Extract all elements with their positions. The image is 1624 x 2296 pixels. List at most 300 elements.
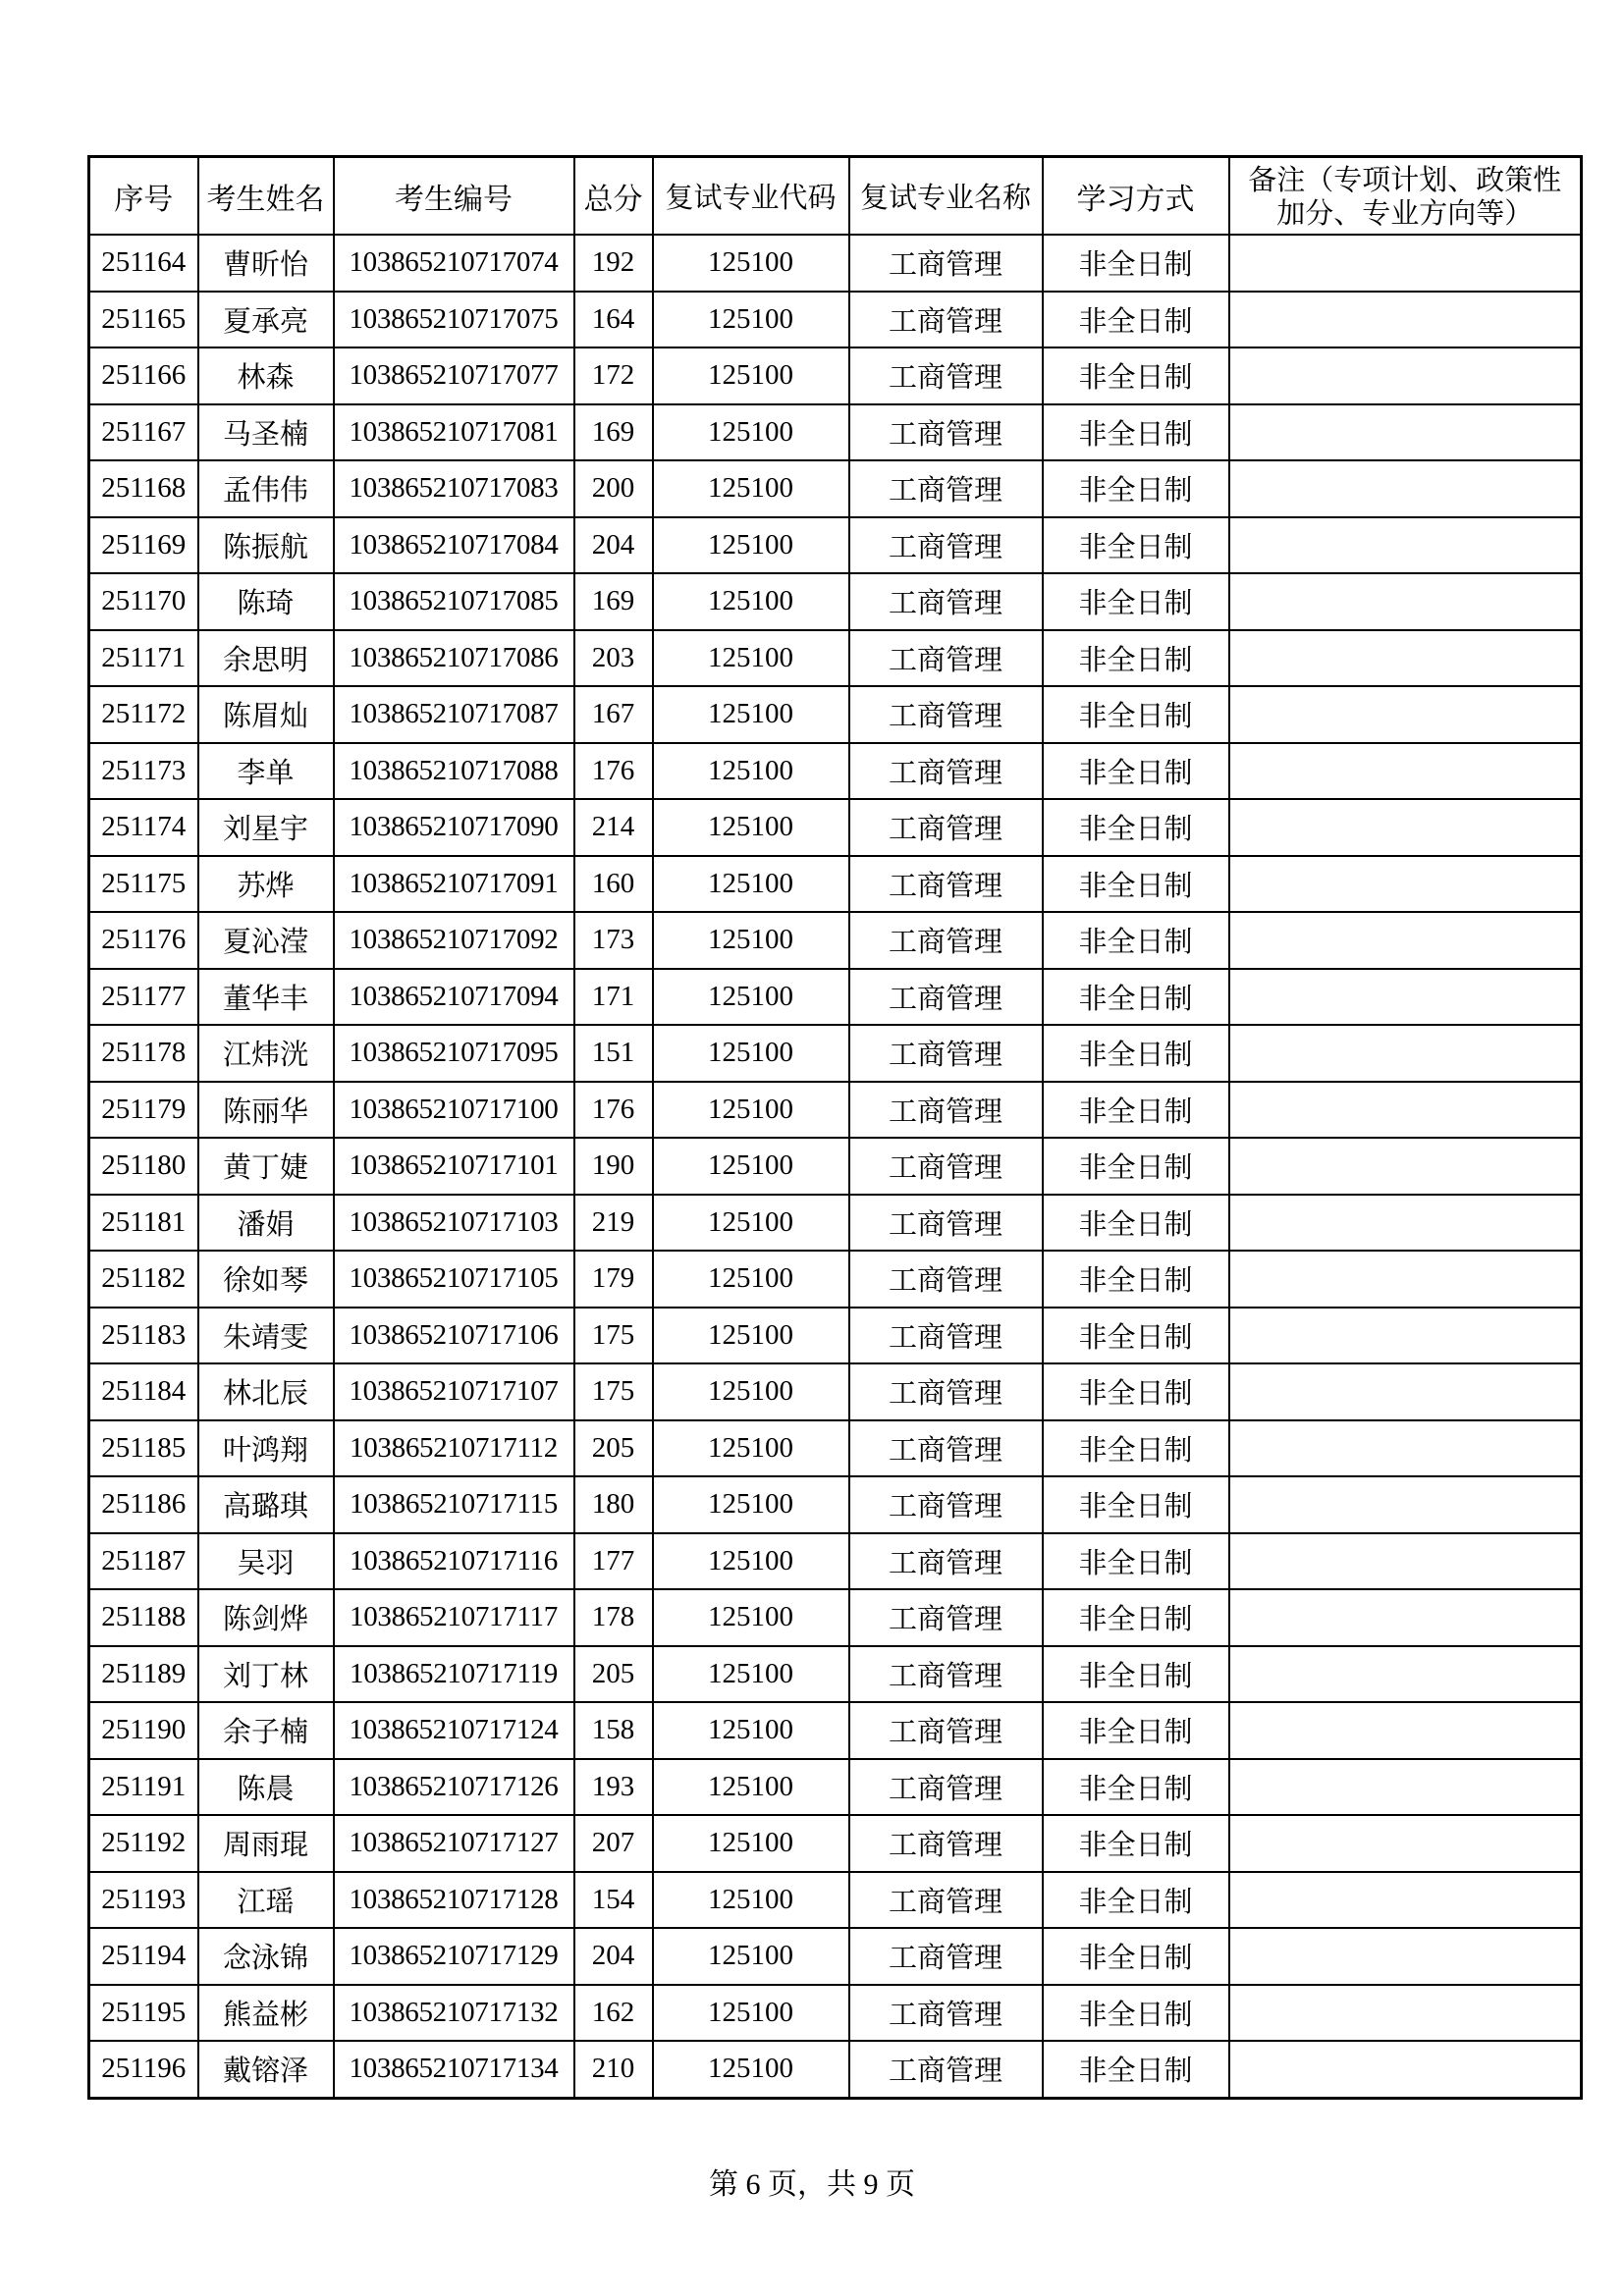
cell-exam-no: 103865210717084	[334, 517, 574, 574]
cell-exam-no: 103865210717116	[334, 1533, 574, 1590]
cell-study-mode: 非全日制	[1043, 743, 1229, 800]
cell-major-code: 125100	[653, 1872, 849, 1929]
cell-major-code: 125100	[653, 1251, 849, 1308]
cell-seq: 251177	[89, 969, 198, 1026]
table-row	[89, 1363, 1582, 1420]
cell-seq: 251195	[89, 1985, 198, 2042]
cell-note	[1229, 1363, 1582, 1420]
cell-seq: 251167	[89, 404, 198, 461]
cell-score: 214	[574, 799, 653, 856]
cell-name: 夏承亮	[198, 292, 334, 348]
cell-seq: 251168	[89, 460, 198, 517]
header-row	[89, 157, 1582, 236]
cell-note	[1229, 1985, 1582, 2042]
cell-study-mode: 非全日制	[1043, 1082, 1229, 1139]
table-row	[89, 235, 1582, 292]
cell-major-name: 工商管理	[849, 1872, 1043, 1929]
cell-note	[1229, 1928, 1582, 1985]
cell-exam-no: 103865210717105	[334, 1251, 574, 1308]
table-row	[89, 517, 1582, 574]
table-row	[89, 1646, 1582, 1703]
cell-study-mode: 非全日制	[1043, 630, 1229, 687]
cell-note	[1229, 743, 1582, 800]
cell-major-name: 工商管理	[849, 1082, 1043, 1139]
cell-score: 203	[574, 630, 653, 687]
cell-study-mode: 非全日制	[1043, 2041, 1229, 2098]
cell-major-name: 工商管理	[849, 912, 1043, 969]
cell-major-code: 125100	[653, 460, 849, 517]
cell-major-code: 125100	[653, 1985, 849, 2042]
cell-seq: 251172	[89, 686, 198, 743]
cell-exam-no: 103865210717090	[334, 799, 574, 856]
cell-major-name: 工商管理	[849, 1589, 1043, 1646]
cell-study-mode: 非全日制	[1043, 517, 1229, 574]
cell-study-mode: 非全日制	[1043, 235, 1229, 292]
cell-name: 念泳锦	[198, 1928, 334, 1985]
table-row	[89, 969, 1582, 1026]
cell-seq: 251188	[89, 1589, 198, 1646]
cell-study-mode: 非全日制	[1043, 686, 1229, 743]
cell-major-code: 125100	[653, 1082, 849, 1139]
cell-study-mode: 非全日制	[1043, 1138, 1229, 1195]
cell-major-code: 125100	[653, 799, 849, 856]
cell-note	[1229, 1533, 1582, 1590]
cell-study-mode: 非全日制	[1043, 1872, 1229, 1929]
cell-note	[1229, 235, 1582, 292]
cell-seq: 251196	[89, 2041, 198, 2098]
table-row	[89, 1872, 1582, 1929]
cell-score: 193	[574, 1759, 653, 1816]
page-number: 第 6 页，共 9 页	[709, 2168, 915, 2201]
table-row	[89, 743, 1582, 800]
cell-major-code: 125100	[653, 235, 849, 292]
header-major-name: 复试专业名称	[849, 157, 1043, 236]
cell-exam-no: 103865210717100	[334, 1082, 574, 1139]
cell-exam-no: 103865210717101	[334, 1138, 574, 1195]
cell-name: 刘星宇	[198, 799, 334, 856]
table-row	[89, 1759, 1582, 1816]
cell-seq: 251181	[89, 1195, 198, 1252]
cell-score: 207	[574, 1815, 653, 1872]
cell-score: 192	[574, 235, 653, 292]
table-row	[89, 1251, 1582, 1308]
cell-seq: 251189	[89, 1646, 198, 1703]
cell-study-mode: 非全日制	[1043, 1646, 1229, 1703]
table-row	[89, 1476, 1582, 1533]
cell-seq: 251176	[89, 912, 198, 969]
cell-seq: 251184	[89, 1363, 198, 1420]
cell-note	[1229, 1420, 1582, 1477]
cell-note	[1229, 2041, 1582, 2098]
cell-score: 176	[574, 1082, 653, 1139]
cell-name: 潘娟	[198, 1195, 334, 1252]
cell-note	[1229, 912, 1582, 969]
cell-major-code: 125100	[653, 1308, 849, 1364]
cell-note	[1229, 1476, 1582, 1533]
cell-note	[1229, 460, 1582, 517]
cell-note	[1229, 630, 1582, 687]
cell-study-mode: 非全日制	[1043, 1308, 1229, 1364]
cell-exam-no: 103865210717103	[334, 1195, 574, 1252]
cell-note	[1229, 969, 1582, 1026]
cell-exam-no: 103865210717075	[334, 292, 574, 348]
cell-study-mode: 非全日制	[1043, 573, 1229, 630]
cell-name: 余思明	[198, 630, 334, 687]
cell-note	[1229, 347, 1582, 404]
cell-name: 陈琦	[198, 573, 334, 630]
cell-score: 172	[574, 347, 653, 404]
cell-exam-no: 103865210717087	[334, 686, 574, 743]
cell-major-code: 125100	[653, 1533, 849, 1590]
cell-name: 叶鸿翔	[198, 1420, 334, 1477]
cell-exam-no: 103865210717124	[334, 1702, 574, 1759]
cell-score: 190	[574, 1138, 653, 1195]
cell-seq: 251173	[89, 743, 198, 800]
cell-name: 陈振航	[198, 517, 334, 574]
cell-name: 林森	[198, 347, 334, 404]
cell-score: 205	[574, 1420, 653, 1477]
cell-note	[1229, 1815, 1582, 1872]
cell-major-code: 125100	[653, 1138, 849, 1195]
table-row	[89, 1025, 1582, 1082]
cell-seq: 251178	[89, 1025, 198, 1082]
cell-exam-no: 103865210717095	[334, 1025, 574, 1082]
cell-score: 178	[574, 1589, 653, 1646]
table-row	[89, 1308, 1582, 1364]
cell-name: 江瑶	[198, 1872, 334, 1929]
cell-major-name: 工商管理	[849, 1815, 1043, 1872]
header-score: 总分	[574, 157, 653, 236]
cell-score: 151	[574, 1025, 653, 1082]
table-row	[89, 1815, 1582, 1872]
cell-name: 林北辰	[198, 1363, 334, 1420]
cell-note	[1229, 1308, 1582, 1364]
cell-note	[1229, 1138, 1582, 1195]
cell-study-mode: 非全日制	[1043, 460, 1229, 517]
cell-major-name: 工商管理	[849, 630, 1043, 687]
cell-major-name: 工商管理	[849, 1646, 1043, 1703]
cell-seq: 251194	[89, 1928, 198, 1985]
cell-name: 陈眉灿	[198, 686, 334, 743]
cell-exam-no: 103865210717106	[334, 1308, 574, 1364]
cell-study-mode: 非全日制	[1043, 856, 1229, 913]
cell-score: 175	[574, 1363, 653, 1420]
cell-major-name: 工商管理	[849, 1025, 1043, 1082]
cell-study-mode: 非全日制	[1043, 1589, 1229, 1646]
table-row	[89, 1702, 1582, 1759]
header-name: 考生姓名	[198, 157, 334, 236]
cell-seq: 251171	[89, 630, 198, 687]
cell-study-mode: 非全日制	[1043, 1702, 1229, 1759]
cell-major-code: 125100	[653, 1363, 849, 1420]
cell-study-mode: 非全日制	[1043, 1251, 1229, 1308]
cell-exam-no: 103865210717088	[334, 743, 574, 800]
cell-score: 154	[574, 1872, 653, 1929]
cell-major-name: 工商管理	[849, 517, 1043, 574]
cell-major-name: 工商管理	[849, 686, 1043, 743]
cell-score: 210	[574, 2041, 653, 2098]
cell-name: 李单	[198, 743, 334, 800]
cell-major-code: 125100	[653, 630, 849, 687]
cell-name: 江炜洸	[198, 1025, 334, 1082]
cell-name: 熊益彬	[198, 1985, 334, 2042]
cell-score: 169	[574, 573, 653, 630]
cell-major-code: 125100	[653, 517, 849, 574]
cell-name: 黄丁婕	[198, 1138, 334, 1195]
cell-seq: 251192	[89, 1815, 198, 1872]
cell-major-code: 125100	[653, 404, 849, 461]
cell-score: 171	[574, 969, 653, 1026]
cell-major-name: 工商管理	[849, 460, 1043, 517]
cell-major-name: 工商管理	[849, 235, 1043, 292]
cell-name: 戴镕泽	[198, 2041, 334, 2098]
table-header	[89, 157, 1582, 236]
cell-major-name: 工商管理	[849, 1476, 1043, 1533]
cell-exam-no: 103865210717085	[334, 573, 574, 630]
cell-note	[1229, 799, 1582, 856]
table-row	[89, 292, 1582, 348]
cell-major-code: 125100	[653, 2041, 849, 2098]
table-row	[89, 856, 1582, 913]
cell-major-code: 125100	[653, 1815, 849, 1872]
cell-exam-no: 103865210717119	[334, 1646, 574, 1703]
cell-major-code: 125100	[653, 856, 849, 913]
cell-seq: 251186	[89, 1476, 198, 1533]
cell-study-mode: 非全日制	[1043, 969, 1229, 1026]
cell-major-code: 125100	[653, 1928, 849, 1985]
cell-name: 陈晨	[198, 1759, 334, 1816]
cell-name: 周雨琨	[198, 1815, 334, 1872]
header-exam-no: 考生编号	[334, 157, 574, 236]
table-row	[89, 1420, 1582, 1477]
cell-seq: 251183	[89, 1308, 198, 1364]
cell-score: 204	[574, 517, 653, 574]
cell-major-code: 125100	[653, 1759, 849, 1816]
cell-score: 160	[574, 856, 653, 913]
cell-study-mode: 非全日制	[1043, 1476, 1229, 1533]
cell-study-mode: 非全日制	[1043, 912, 1229, 969]
cell-study-mode: 非全日制	[1043, 799, 1229, 856]
cell-score: 164	[574, 292, 653, 348]
cell-name: 吴羽	[198, 1533, 334, 1590]
cell-major-code: 125100	[653, 1025, 849, 1082]
cell-name: 陈剑烨	[198, 1589, 334, 1646]
cell-seq: 251179	[89, 1082, 198, 1139]
cell-note	[1229, 1082, 1582, 1139]
cell-major-code: 125100	[653, 1420, 849, 1477]
cell-seq: 251182	[89, 1251, 198, 1308]
cell-exam-no: 103865210717132	[334, 1985, 574, 2042]
cell-seq: 251191	[89, 1759, 198, 1816]
cell-seq: 251164	[89, 235, 198, 292]
cell-exam-no: 103865210717134	[334, 2041, 574, 2098]
cell-name: 孟伟伟	[198, 460, 334, 517]
cell-exam-no: 103865210717112	[334, 1420, 574, 1477]
cell-note	[1229, 292, 1582, 348]
cell-exam-no: 103865210717083	[334, 460, 574, 517]
cell-note	[1229, 1589, 1582, 1646]
cell-exam-no: 103865210717129	[334, 1928, 574, 1985]
cell-major-name: 工商管理	[849, 2041, 1043, 2098]
cell-score: 173	[574, 912, 653, 969]
cell-exam-no: 103865210717086	[334, 630, 574, 687]
table-row	[89, 1589, 1582, 1646]
cell-exam-no: 103865210717092	[334, 912, 574, 969]
cell-exam-no: 103865210717077	[334, 347, 574, 404]
header-note: 备注（专项计划、政策性加分、专业方向等）	[1229, 157, 1582, 236]
cell-score: 167	[574, 686, 653, 743]
cell-score: 179	[574, 1251, 653, 1308]
cell-note	[1229, 1195, 1582, 1252]
cell-major-code: 125100	[653, 347, 849, 404]
cell-major-name: 工商管理	[849, 1138, 1043, 1195]
cell-seq: 251175	[89, 856, 198, 913]
cell-major-code: 125100	[653, 573, 849, 630]
cell-major-code: 125100	[653, 912, 849, 969]
cell-note	[1229, 1759, 1582, 1816]
cell-note	[1229, 517, 1582, 574]
cell-score: 176	[574, 743, 653, 800]
cell-study-mode: 非全日制	[1043, 1420, 1229, 1477]
table-row	[89, 460, 1582, 517]
candidate-table	[87, 155, 1583, 2100]
cell-study-mode: 非全日制	[1043, 1815, 1229, 1872]
cell-major-code: 125100	[653, 1195, 849, 1252]
table-row	[89, 404, 1582, 461]
cell-major-name: 工商管理	[849, 856, 1043, 913]
cell-study-mode: 非全日制	[1043, 1195, 1229, 1252]
cell-exam-no: 103865210717081	[334, 404, 574, 461]
cell-name: 刘丁林	[198, 1646, 334, 1703]
cell-major-name: 工商管理	[849, 1702, 1043, 1759]
cell-major-name: 工商管理	[849, 404, 1043, 461]
cell-major-code: 125100	[653, 686, 849, 743]
cell-seq: 251190	[89, 1702, 198, 1759]
cell-seq: 251180	[89, 1138, 198, 1195]
cell-study-mode: 非全日制	[1043, 292, 1229, 348]
table-row	[89, 799, 1582, 856]
cell-study-mode: 非全日制	[1043, 347, 1229, 404]
cell-note	[1229, 404, 1582, 461]
cell-major-code: 125100	[653, 1702, 849, 1759]
cell-exam-no: 103865210717128	[334, 1872, 574, 1929]
cell-major-name: 工商管理	[849, 1251, 1043, 1308]
cell-exam-no: 103865210717094	[334, 969, 574, 1026]
table-row	[89, 1082, 1582, 1139]
table-row	[89, 347, 1582, 404]
cell-seq: 251170	[89, 573, 198, 630]
cell-note	[1229, 1872, 1582, 1929]
cell-name: 曹昕怡	[198, 235, 334, 292]
cell-note	[1229, 1025, 1582, 1082]
cell-note	[1229, 1646, 1582, 1703]
cell-major-code: 125100	[653, 1589, 849, 1646]
table-row	[89, 1985, 1582, 2042]
cell-exam-no: 103865210717107	[334, 1363, 574, 1420]
cell-name: 夏沁滢	[198, 912, 334, 969]
cell-major-code: 125100	[653, 1476, 849, 1533]
cell-name: 朱靖雯	[198, 1308, 334, 1364]
cell-name: 余子楠	[198, 1702, 334, 1759]
cell-seq: 251165	[89, 292, 198, 348]
table-row	[89, 1195, 1582, 1252]
cell-score: 162	[574, 1985, 653, 2042]
cell-note	[1229, 1702, 1582, 1759]
cell-study-mode: 非全日制	[1043, 404, 1229, 461]
cell-name: 董华丰	[198, 969, 334, 1026]
cell-study-mode: 非全日制	[1043, 1533, 1229, 1590]
cell-note	[1229, 573, 1582, 630]
cell-exam-no: 103865210717127	[334, 1815, 574, 1872]
table-row	[89, 573, 1582, 630]
cell-major-name: 工商管理	[849, 347, 1043, 404]
cell-note	[1229, 856, 1582, 913]
cell-major-name: 工商管理	[849, 1420, 1043, 1477]
table-row	[89, 2041, 1582, 2098]
cell-exam-no: 103865210717115	[334, 1476, 574, 1533]
cell-study-mode: 非全日制	[1043, 1928, 1229, 1985]
header-study-mode: 学习方式	[1043, 157, 1229, 236]
cell-study-mode: 非全日制	[1043, 1759, 1229, 1816]
cell-score: 205	[574, 1646, 653, 1703]
cell-score: 219	[574, 1195, 653, 1252]
cell-exam-no: 103865210717126	[334, 1759, 574, 1816]
cell-score: 180	[574, 1476, 653, 1533]
cell-seq: 251187	[89, 1533, 198, 1590]
table-row	[89, 686, 1582, 743]
cell-major-code: 125100	[653, 969, 849, 1026]
cell-major-name: 工商管理	[849, 1928, 1043, 1985]
cell-exam-no: 103865210717117	[334, 1589, 574, 1646]
candidate-list-sheet	[87, 155, 1580, 2100]
cell-major-name: 工商管理	[849, 1533, 1043, 1590]
cell-seq: 251174	[89, 799, 198, 856]
cell-major-name: 工商管理	[849, 969, 1043, 1026]
cell-seq: 251166	[89, 347, 198, 404]
table-body	[89, 235, 1582, 2098]
cell-seq: 251185	[89, 1420, 198, 1477]
cell-name: 马圣楠	[198, 404, 334, 461]
header-seq: 序号	[89, 157, 198, 236]
cell-score: 177	[574, 1533, 653, 1590]
cell-seq: 251193	[89, 1872, 198, 1929]
cell-major-code: 125100	[653, 743, 849, 800]
cell-major-code: 125100	[653, 1646, 849, 1703]
cell-score: 175	[574, 1308, 653, 1364]
cell-major-name: 工商管理	[849, 1985, 1043, 2042]
cell-score: 158	[574, 1702, 653, 1759]
cell-major-name: 工商管理	[849, 1363, 1043, 1420]
cell-exam-no: 103865210717091	[334, 856, 574, 913]
cell-name: 陈丽华	[198, 1082, 334, 1139]
cell-major-code: 125100	[653, 292, 849, 348]
cell-score: 204	[574, 1928, 653, 1985]
cell-major-name: 工商管理	[849, 292, 1043, 348]
cell-name: 高璐琪	[198, 1476, 334, 1533]
cell-major-name: 工商管理	[849, 1759, 1043, 1816]
cell-major-name: 工商管理	[849, 573, 1043, 630]
cell-score: 169	[574, 404, 653, 461]
table-row	[89, 912, 1582, 969]
cell-study-mode: 非全日制	[1043, 1025, 1229, 1082]
cell-major-name: 工商管理	[849, 1308, 1043, 1364]
table-row	[89, 1138, 1582, 1195]
cell-seq: 251169	[89, 517, 198, 574]
cell-major-name: 工商管理	[849, 799, 1043, 856]
cell-name: 徐如琴	[198, 1251, 334, 1308]
table-row	[89, 630, 1582, 687]
table-row	[89, 1928, 1582, 1985]
